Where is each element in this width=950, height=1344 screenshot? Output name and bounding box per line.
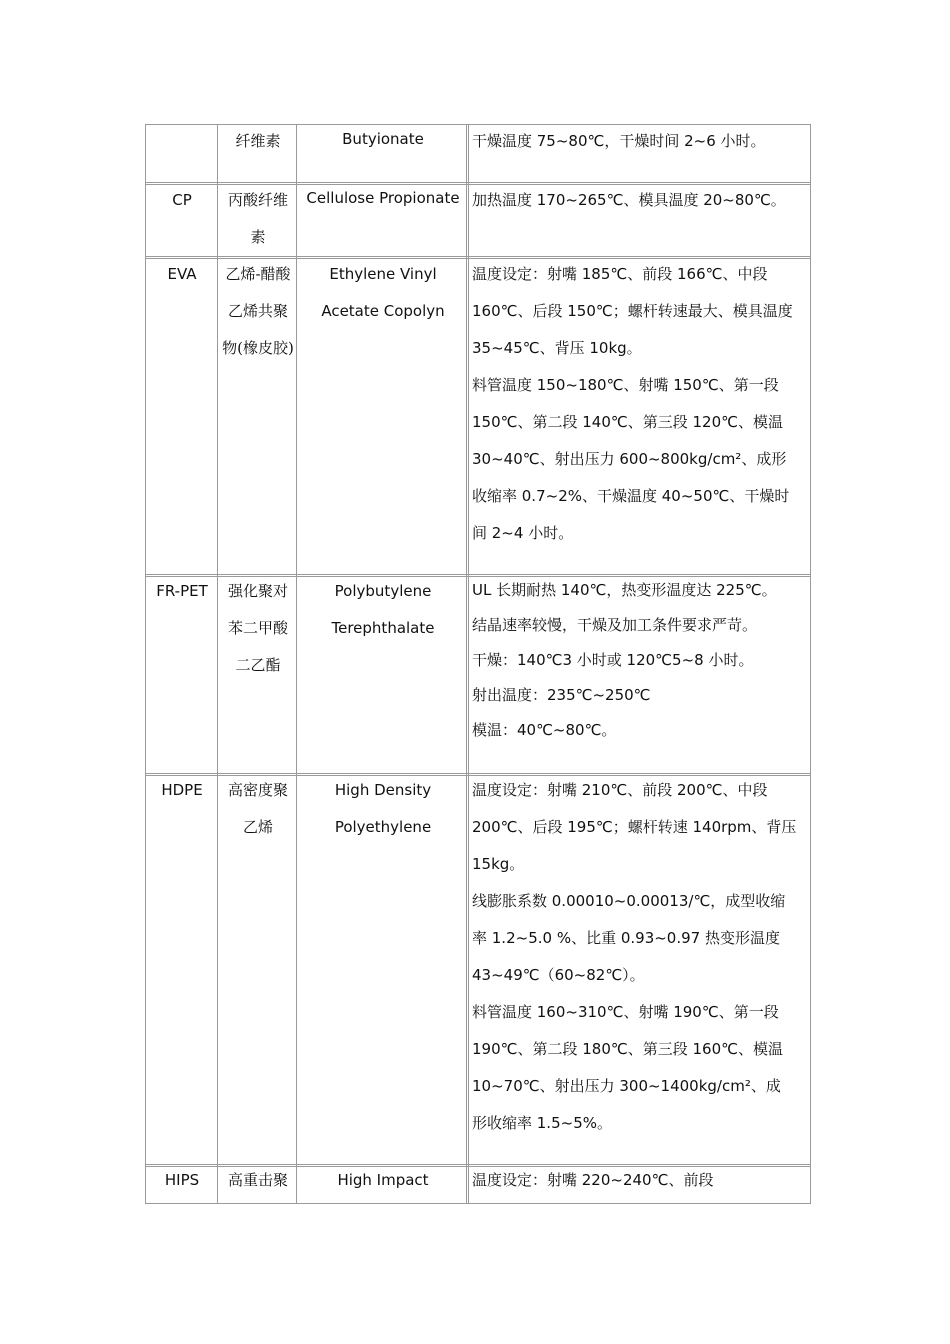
text-line: 30~40℃、射出压力 600~800kg/cm²、成形 (472, 450, 787, 468)
text-line: 间 2~4 小时。 (472, 524, 574, 542)
material-code: FR-PET (156, 582, 208, 600)
material-code: EVA (167, 265, 197, 283)
text-line: 二乙酯 (235, 656, 281, 674)
text-line: 模温：40℃~80℃。 (472, 721, 617, 739)
text-line: 190℃、第二段 180℃、第三段 160℃、模温 (472, 1040, 783, 1058)
text-line: Polybutylene (334, 582, 432, 600)
material-chinese-name (219, 182, 297, 256)
text-line: High Density (334, 781, 432, 799)
text-line: 料管温度 150~180℃、射嘴 150℃、第一段 (472, 376, 779, 394)
material-code: HIPS (164, 1171, 200, 1189)
text-line: 料管温度 160~310℃、射嘴 190℃、第一段 (472, 1003, 779, 1021)
text-line: 乙烯-醋酸 (225, 265, 291, 283)
text-line: 率 1.2~5.0 %、比重 0.93~0.97 热变形温度 (472, 929, 780, 947)
material-chinese-name (219, 123, 297, 160)
text-line: 丙酸纤维 (227, 191, 288, 209)
processing-conditions (470, 772, 810, 1142)
material-english-name (298, 180, 468, 217)
material-english-name (298, 772, 468, 846)
processing-conditions (470, 1162, 810, 1199)
text-line: 15kg。 (472, 855, 525, 873)
text-line: 温度设定：射嘴 220~240℃、前段 (472, 1171, 714, 1189)
material-english-name (298, 1162, 468, 1199)
text-line: Polyethylene (334, 818, 432, 836)
material-chinese-name (219, 1162, 297, 1199)
text-line: 乙烯共聚 (227, 302, 288, 320)
text-line: High Impact (337, 1171, 429, 1189)
text-line: 200℃、后段 195℃；螺杆转速 140rpm、背压 (472, 818, 797, 836)
processing-conditions (470, 256, 810, 552)
text-line: 150℃、第二段 140℃、第三段 120℃、模温 (472, 413, 783, 431)
text-line: 高密度聚 (227, 781, 288, 799)
text-line: 10~70℃、射出压力 300~1400kg/cm²、成 (472, 1077, 781, 1095)
processing-conditions (470, 182, 810, 219)
text-line: 射出温度：235℃~250℃ (472, 686, 651, 704)
text-line: 物(橡皮胶) (222, 339, 294, 357)
text-line: Terephthalate (331, 619, 435, 637)
text-line: 纤维素 (235, 132, 281, 150)
text-line: 43~49℃（60~82℃）。 (472, 966, 645, 984)
text-line: 加热温度 170~265℃、模具温度 20~80℃。 (472, 191, 786, 209)
text-line: 35~45℃、背压 10kg。 (472, 339, 642, 357)
text-line: 收缩率 0.7~2%、干燥温度 40~50℃、干燥时 (472, 487, 790, 505)
text-line: 160℃、后段 150℃；螺杆转速最大、模具温度 (472, 302, 793, 320)
material-english-name (298, 121, 468, 158)
text-line: 素 (250, 228, 266, 246)
text-line: 强化聚对 (227, 582, 288, 600)
material-english-name (298, 573, 468, 647)
text-line: 温度设定：射嘴 210℃、前段 200℃、中段 (472, 781, 768, 799)
text-line: 高重击聚 (227, 1171, 288, 1189)
material-chinese-name (219, 772, 297, 846)
processing-conditions (470, 573, 810, 748)
material-english-name (298, 256, 468, 330)
processing-conditions (470, 123, 810, 160)
text-line: UL 长期耐热 140℃，热变形温度达 225℃。 (472, 581, 777, 599)
text-line: Cellulose Propionate (306, 189, 460, 207)
text-line: 乙烯 (242, 818, 273, 836)
material-table (145, 124, 811, 1204)
material-code: HDPE (161, 781, 203, 799)
material-chinese-name (219, 256, 297, 367)
material-chinese-name (219, 573, 297, 684)
text-line: 温度设定：射嘴 185℃、前段 166℃、中段 (472, 265, 768, 283)
text-line: 线膨胀系数 0.00010~0.00013/℃，成型收缩 (472, 892, 786, 910)
text-line: Butyionate (342, 130, 424, 148)
text-line: 干燥温度 75~80℃，干燥时间 2~6 小时。 (472, 132, 766, 150)
material-code: CP (172, 191, 192, 209)
text-line: 结晶速率较慢，干燥及加工条件要求严苛。 (472, 616, 758, 634)
text-line: Acetate Copolyn (321, 302, 445, 320)
text-line: 形收缩率 1.5~5%。 (472, 1114, 612, 1132)
text-line: 干燥：140℃3 小时或 120℃5~8 小时。 (472, 651, 754, 669)
text-line: Ethylene Vinyl (329, 265, 437, 283)
text-line: 苯二甲酸 (227, 619, 288, 637)
